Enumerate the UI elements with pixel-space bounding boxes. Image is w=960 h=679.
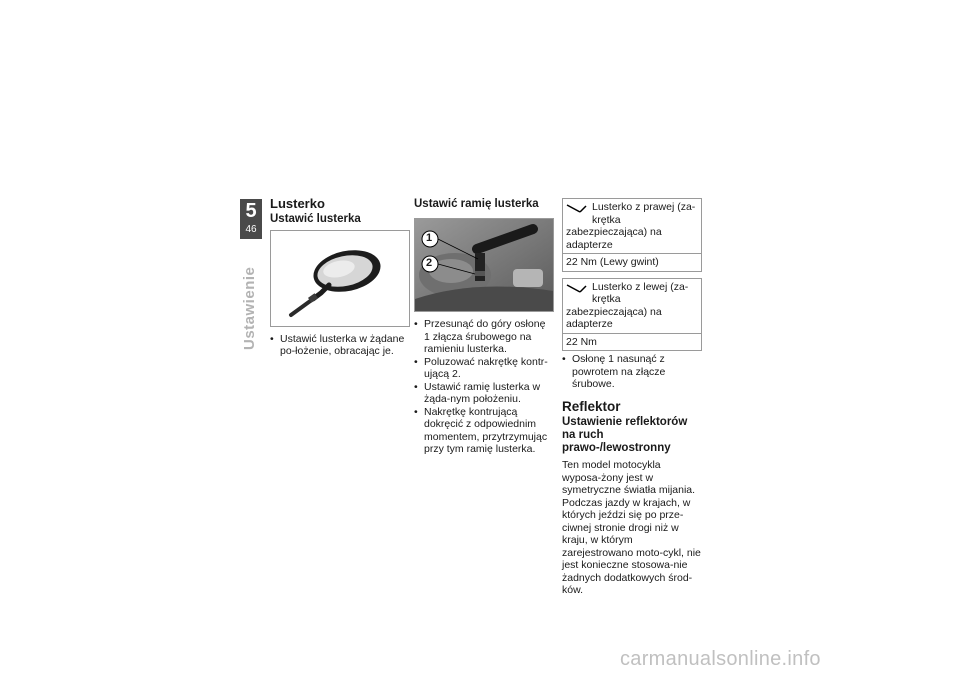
- list-item: • Ustawić lusterka w żądane po-łożenie, obracając je.: [270, 333, 410, 358]
- list-item: • Poluzować nakrętkę kontr-ującą 2.: [414, 356, 554, 381]
- subtitle-adjust-mirror-arm: Ustawić ramię lusterka: [414, 198, 539, 210]
- mirror-image: [271, 231, 409, 326]
- section-title-mirror: Lusterko: [270, 196, 325, 211]
- spec-value: 22 Nm (Lewy gwint): [563, 254, 702, 272]
- spec-text: Lusterko z lewej (za-krętka zabezpieczająca) na adapterze: [566, 280, 689, 330]
- mirror-steps: [270, 333, 410, 358]
- spec-text: Lusterko z prawej (za-krętka zabezpieczająca) na adapterze: [566, 201, 696, 251]
- headlight-paragraph: Ten model motocykla wyposa-żony jest w symetryczne światła mijania. Podczas jazdy w krajach, w których jeździ się po prze-ciwnej stronie drogi niż w kraju, w którym zarejestrowano moto-cykl, nie jest konieczne stosowa-nie żadnych dodatkowych środ-ków.: [562, 459, 701, 596]
- section-title-headlight: Reflektor: [562, 398, 621, 414]
- mirror-arm-photo: [414, 218, 554, 312]
- callout-overlay: [415, 219, 553, 311]
- chapter-number: 5: [245, 200, 257, 222]
- list-item: • Nakrętkę kontrującą dokręcić z odpowiednim momentem, przytrzymując przy tym ramię lusterka.: [414, 406, 554, 456]
- subtitle-adjust-mirrors: Ustawić lusterka: [270, 212, 361, 225]
- subtitle-headlight-adjust: Ustawienie reflektorów na ruch prawo-/lewostronny: [562, 416, 688, 454]
- column-mirror: [270, 198, 410, 358]
- callout-1-label: 1: [426, 232, 433, 244]
- page-number: 46: [245, 224, 257, 235]
- list-item: • Osłonę 1 nasunąć z powrotem na złącze śrubowe.: [562, 353, 702, 391]
- list-item: • Ustawić ramię lusterka w żąda-nym położeniu.: [414, 381, 554, 406]
- spec-value: 22 Nm: [563, 333, 702, 351]
- mirror-illustration: [270, 230, 410, 327]
- column-specs: [562, 198, 702, 597]
- torque-spec-right: [562, 198, 702, 272]
- watermark: carmanualsonline.info: [620, 648, 821, 670]
- callout-2-label: 2: [426, 257, 433, 269]
- column-mirror-arm: [414, 198, 554, 456]
- cover-step: [562, 353, 702, 391]
- torque-wrench-icon: [566, 203, 588, 215]
- torque-spec-left: [562, 278, 702, 352]
- mirror-arm-steps: [414, 318, 554, 456]
- chapter-side-label: Ustawienie: [241, 266, 258, 350]
- chapter-tab: [240, 199, 262, 239]
- torque-wrench-icon: [566, 283, 588, 295]
- list-item: • Przesunąć do góry osłonę 1 złącza śrubowego na ramieniu lusterka.: [414, 318, 554, 356]
